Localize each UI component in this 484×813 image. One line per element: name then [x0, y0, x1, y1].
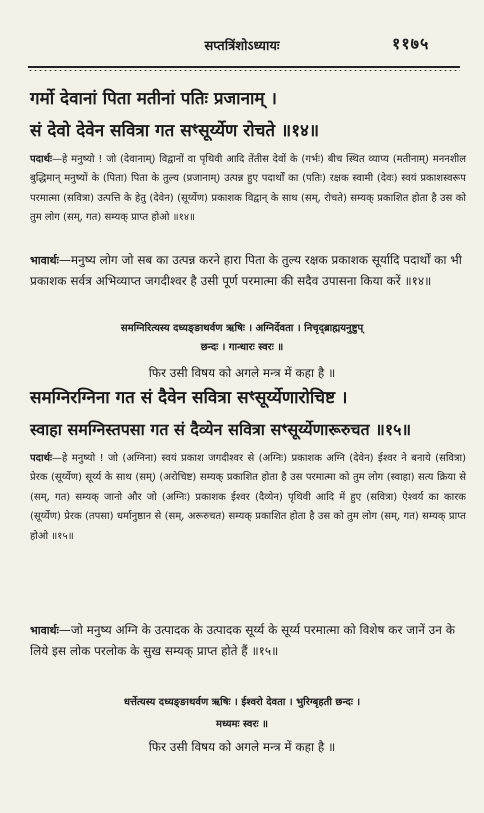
bhavartha-15-label: भावार्थः — [30, 624, 59, 637]
padartha-15-label: पदार्थः — [30, 453, 52, 464]
padartha-14 — [30, 150, 466, 228]
bhavartha-14-label: भावार्थः — [30, 254, 59, 267]
bhavartha-15 — [30, 620, 466, 661]
padartha-14-label: पदार्थः — [30, 154, 52, 165]
padartha-15-text: —हे मनुष्यो ! जो (अग्निना) स्वयं प्रकाश जगदीश्वर से (अग्निः) प्रकाशक अग्नि (देवेन) ईश्वर ने बनाये (सवित्रा) प्रेरक (सूर्य्येण) सूर्य्य के साथ (सम्) (अरोचिष्ट) सम्यक् प्रकाशित होता है उस परमात्मा को तुम लोग (स्वाहा) सत्य क्रिया से (सम्, गत) सम्यक् जानो और जो (अग्निः) प्रकाशक ईश्वर (दैव्येन) पृथिवी आदि में हुए (सवित्रा) ऐश्वर्य का कारक (सूर्य्येण) प्रेरक (तपसा) धर्मानुष्ठान से (सम्, अरूरुचत) सम्यक् प्रकाशित होता है उस को तुम लोग (सम्, गत) सम्यक् प्राप्त होओ ॥१५॥ — [30, 453, 466, 542]
header-rule — [28, 66, 460, 68]
mantra-15-rishi-devata: समग्निरित्यस्य दध्यङ्ङाथर्वण ऋषिः । अग्निर्देवता । निचृद्ब्राह्मयनुष्टुप् — [120, 323, 364, 334]
padartha-15 — [30, 449, 466, 546]
mantra-16-swara: मध्यमः स्वरः ॥ — [215, 719, 269, 730]
mantra-15-line-1: समग्निरग्निना गत सं दैवेन सवित्रा सꣳसूर्य्येणारोचिष्ट । — [30, 388, 348, 408]
mantra-16-intro-note: फिर उसी विषय को अगले मन्त्र में कहा है ॥ — [148, 740, 336, 754]
bhavartha-15-text: —जो मनुष्य अग्नि के उत्पादक के उत्पादक सूर्य्य के सूर्य्य परमात्मा को विशेष कर जानें उन के लिये इस लोक परलोक के सुख सम्यक् प्राप्त होते हैं ॥१५॥ — [30, 623, 455, 658]
padartha-14-text: —हे मनुष्यो ! जो (देवानाम्) विद्वानों वा पृथिवी आदि तेंतीस देवों के (गर्भः) बीच स्थित व्याप्य (मतीनाम्) मननशील बुद्धिमान् मनुष्यों के (पिता) पिता के तुल्य (प्रजानाम्) उत्पन्न हुए पदार्थों का (पतिः) रक्षक स्वामी (देवः) स्वयं प्रकाशस्वरूप परमात्मा (सवित्रा) उत्पत्ति के हेतु (देवेन) (सूर्य्येण) प्रकाशक विद्वान् के साथ (सम्, रोचते) सम्यक् प्रकाशित होता है उस को तुम लोग (सम्, गत) सम्यक् प्राप्त होओ ॥१४॥ — [30, 154, 466, 224]
mantra-15-intro-note: फिर उसी विषय को अगले मन्त्र में कहा है ॥ — [148, 366, 336, 380]
header-dotted-rule — [28, 69, 460, 72]
mantra-15-line-2: स्वाहा समग्निस्तपसा गत सं दैव्येन सवित्रा सꣳसूर्य्येणारूरुचत ॥१५॥ — [30, 420, 412, 439]
mantra-14-line-2: सं देवो देवेन सवित्रा गत सꣳसूर्य्येण रोचते ॥१४॥ — [30, 121, 320, 141]
bhavartha-14 — [30, 250, 466, 291]
bhavartha-14-text: —मनुष्य लोग जो सब का उत्पन्न करने हारा पिता के तुल्य रक्षक प्रकाशक सूर्यादि पदार्थों का भी प्रकाशक सर्वत्र अभिव्याप्त जगदीश्वर है उसी पूर्ण परमात्मा की सदैव उपासना किया करें ॥१४॥ — [30, 253, 462, 288]
mantra-16-rishi-devata: धर्त्तेत्यस्य दध्यङ्ङाथर्वण ऋषिः । ईश्वरो देवता । भुरिग्बृहती छन्दः । — [123, 697, 361, 708]
chapter-header-title: सप्तत्रिंशोऽध्यायः — [204, 39, 280, 54]
mantra-14-line-1: गर्मो देवानां पिता मतीनां पतिः प्रजानाम् । — [30, 89, 277, 109]
page-number: ११७५ — [392, 34, 430, 53]
mantra-15-chhanda-swara: छन्दः । गान्धारः स्वरः ॥ — [200, 342, 284, 353]
